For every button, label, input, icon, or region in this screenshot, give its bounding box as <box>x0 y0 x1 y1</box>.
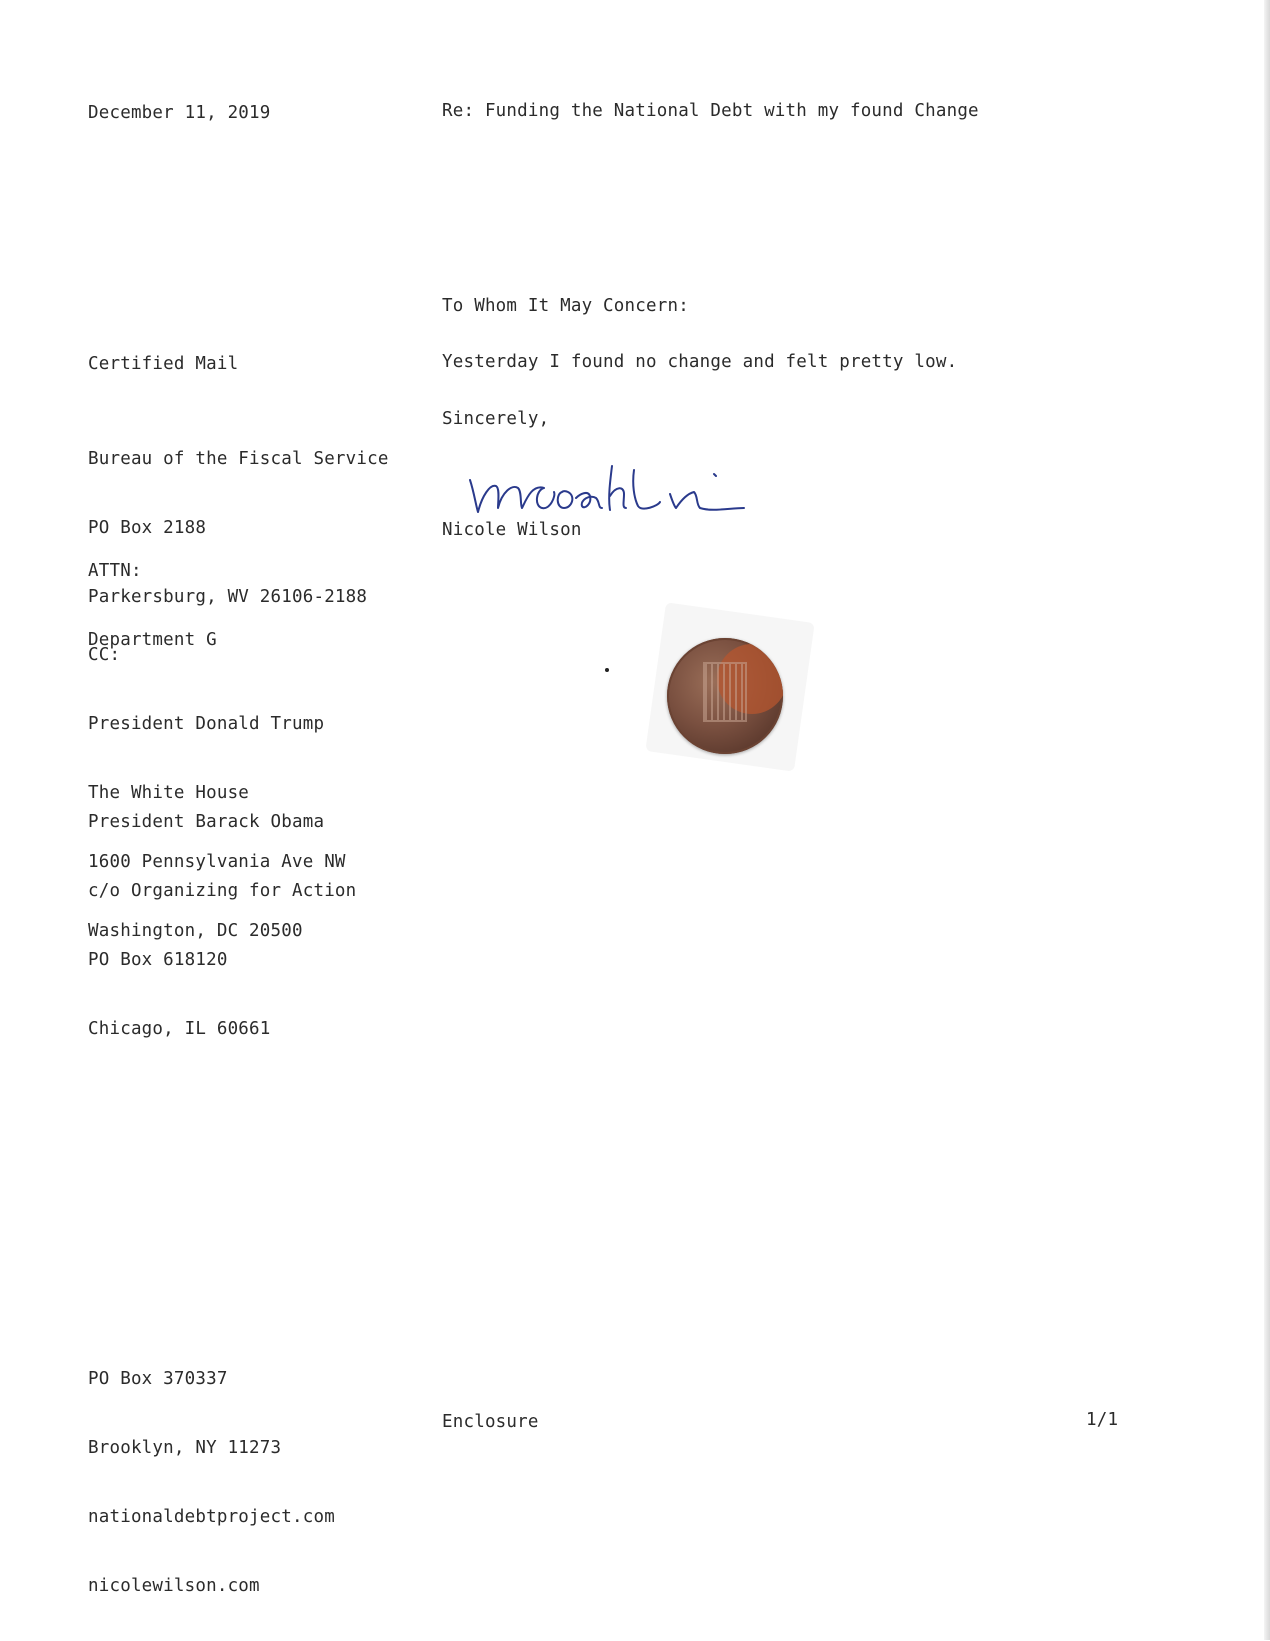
cc-address-line: c/o Organizing for Action <box>88 881 357 901</box>
enclosure-note: Enclosure <box>442 1412 539 1432</box>
taped-penny <box>655 612 805 762</box>
cc-address-line: The White House <box>88 783 250 803</box>
sender-line: PO Box 370337 <box>88 1369 228 1389</box>
penny-coin <box>667 638 783 754</box>
cc-address-line: President Barack Obama <box>88 812 325 832</box>
address-line: Parkersburg, WV 26106-2188 <box>88 587 368 607</box>
letter-body: Yesterday I found no change and felt pretty low. <box>442 352 958 372</box>
page-number: 1/1 <box>1086 1410 1119 1430</box>
delivery-method: Certified Mail <box>88 354 239 374</box>
cc-address-line: Chicago, IL 60661 <box>88 1019 271 1039</box>
sender-address <box>88 1325 335 1641</box>
coin-memorial-relief <box>703 662 747 722</box>
attn-value: Department G <box>88 630 217 650</box>
cc-block-2 <box>88 768 356 1084</box>
sender-website: nationaldebtproject.com <box>88 1507 335 1527</box>
letter-date: December 11, 2019 <box>88 103 271 123</box>
cc-address-line: 1600 Pennsylvania Ave NW <box>88 852 346 872</box>
sender-website: nicolewilson.com <box>88 1576 260 1596</box>
cc-address-line: PO Box 618120 <box>88 950 228 970</box>
salutation: To Whom It May Concern: <box>442 296 689 316</box>
cc-label: CC: <box>88 645 121 665</box>
scan-edge <box>1264 0 1270 1640</box>
letter-subject: Re: Funding the National Debt with my found Change <box>442 101 979 121</box>
sender-line: Brooklyn, NY 11273 <box>88 1438 282 1458</box>
cc-address-line: Washington, DC 20500 <box>88 921 303 941</box>
ink-speck <box>605 668 609 672</box>
address-line: PO Box 2188 <box>88 518 207 538</box>
closing: Sincerely, <box>442 409 550 429</box>
cc-address-line: President Donald Trump <box>88 714 325 734</box>
signer-name: Nicole Wilson <box>442 520 582 540</box>
attn-label: ATTN: <box>88 561 142 581</box>
address-line: Bureau of the Fiscal Service <box>88 449 389 469</box>
